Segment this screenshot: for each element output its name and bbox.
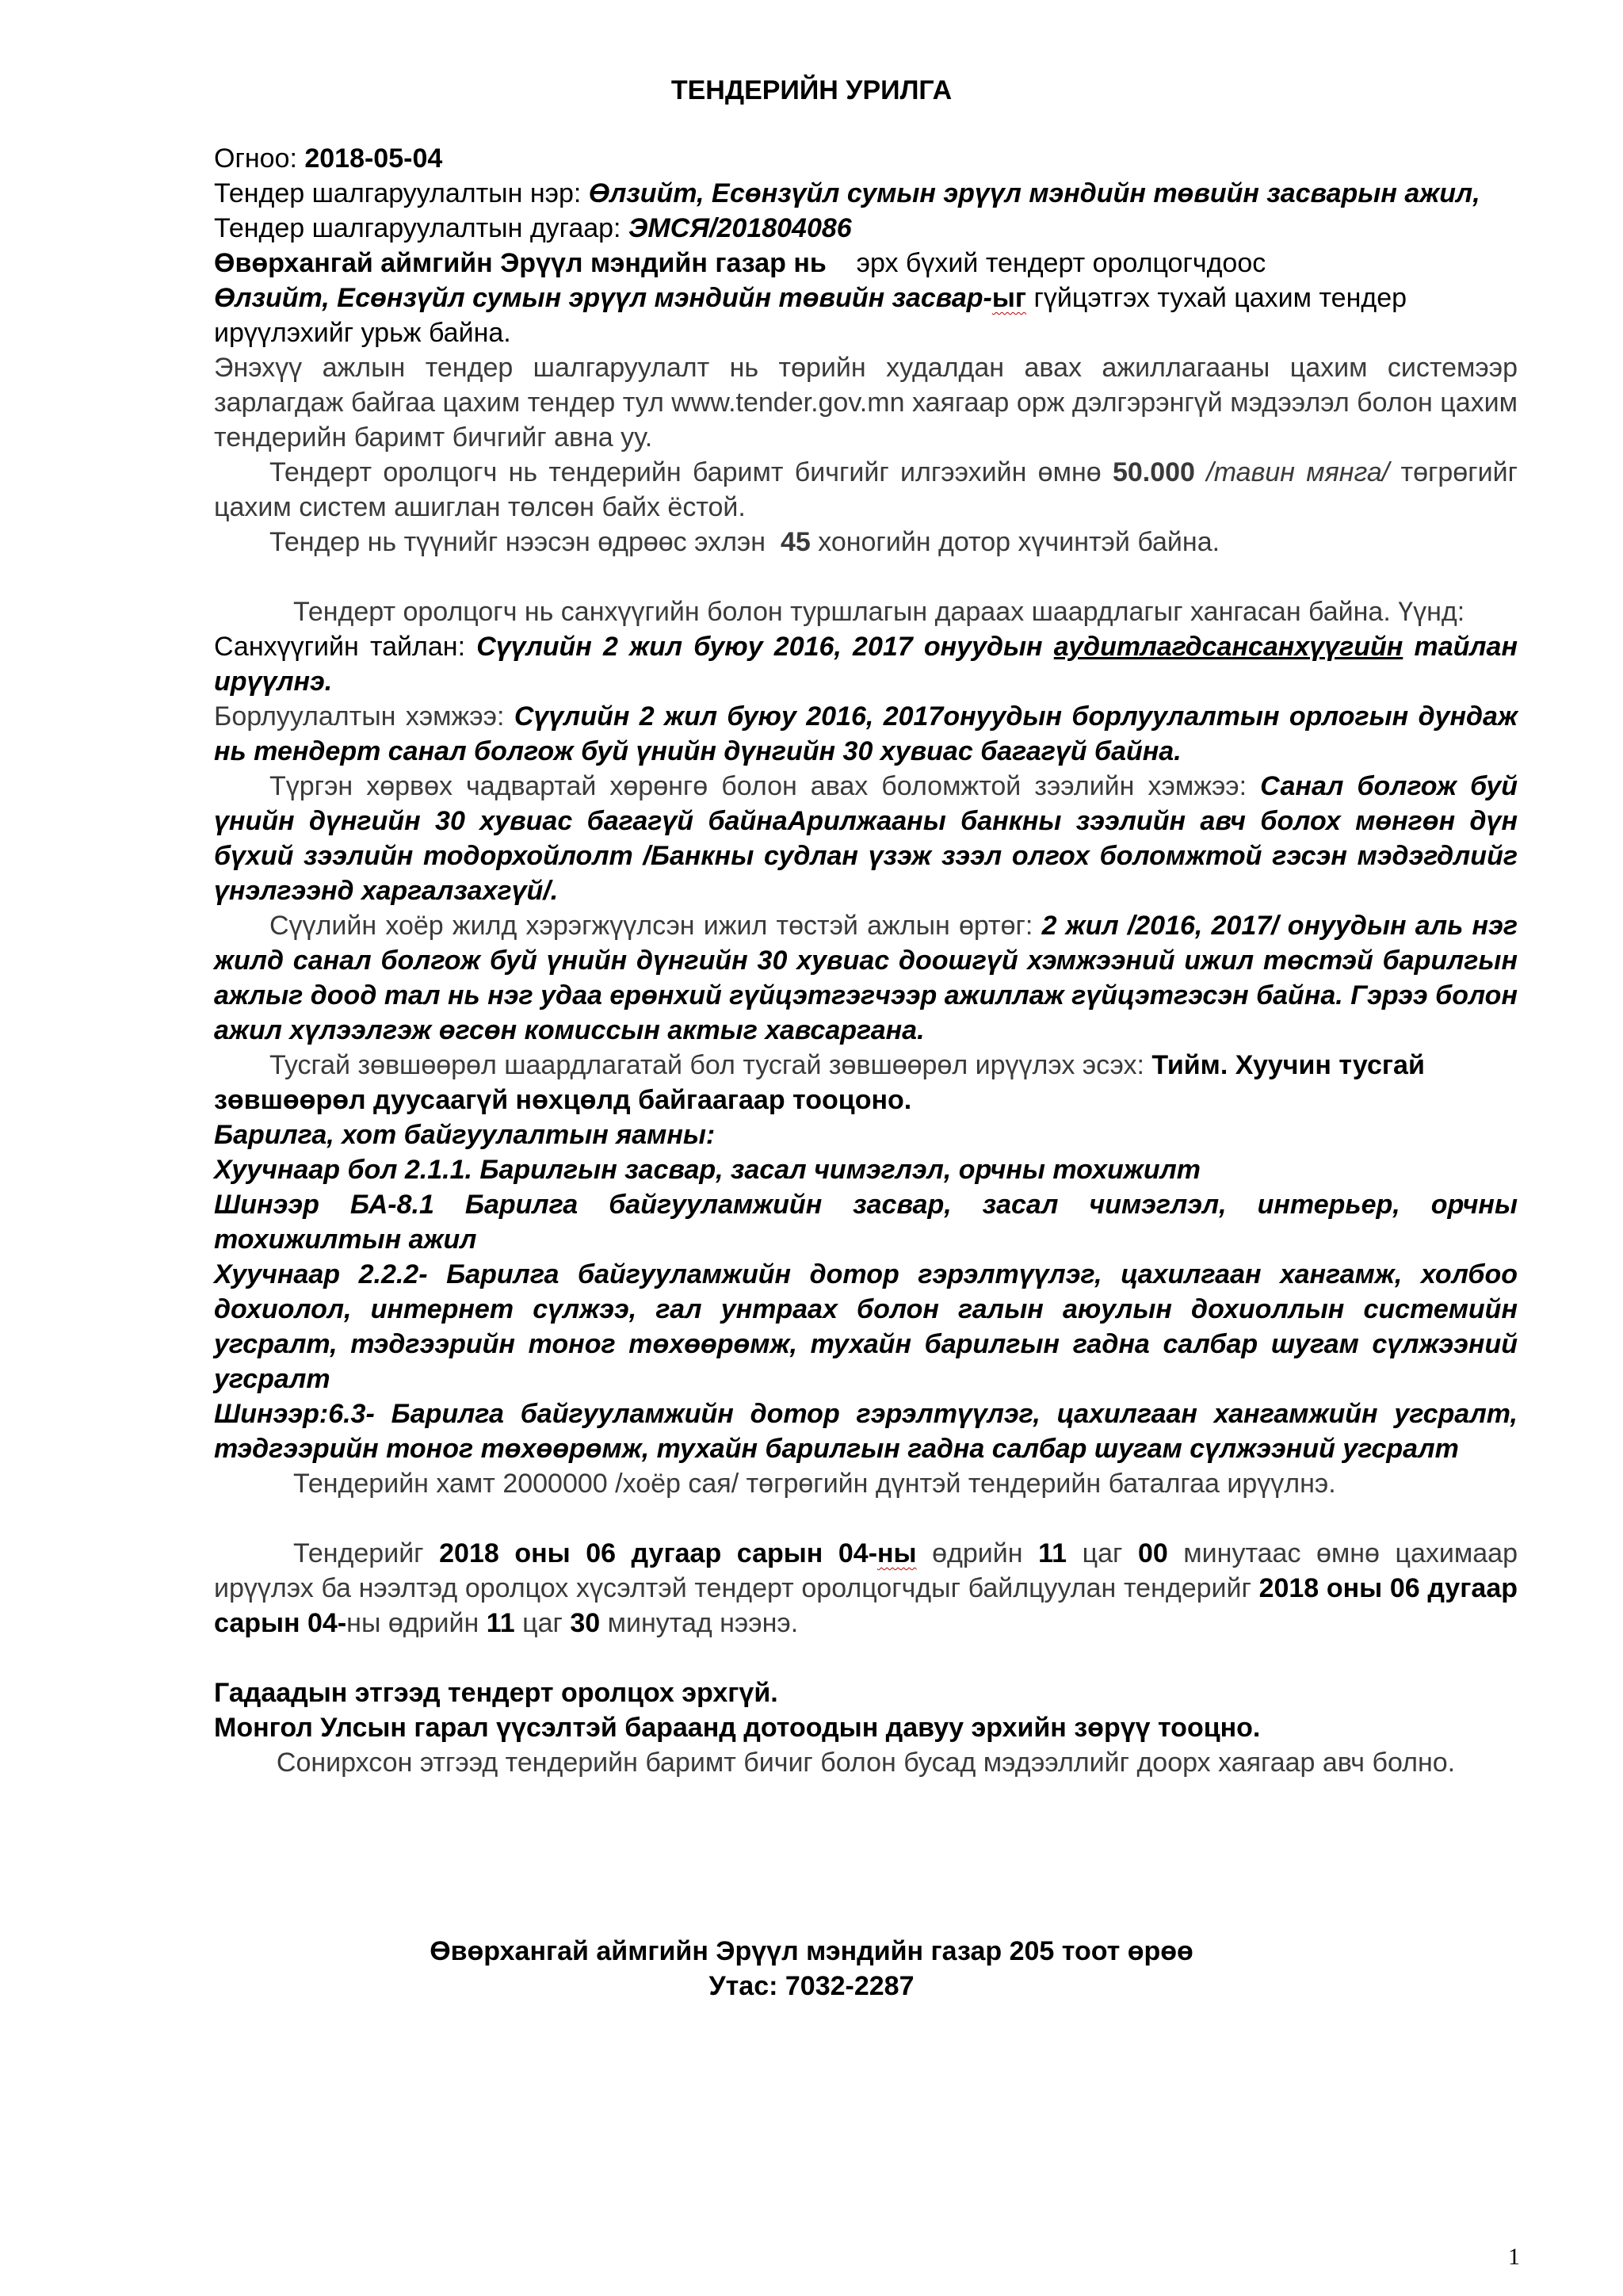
submission-date-suffix: ны	[877, 1538, 917, 1568]
fee-amount: 50.000	[1112, 457, 1195, 487]
license-item: Шинээр БА-8.1 Барилга байгууламжийн засвар, засал чимэглэл, интерьер, орчны тохижилтын ажил	[214, 1190, 1518, 1255]
deadline-text: цаг	[514, 1608, 571, 1638]
fee-words: /тавин мянга/	[1194, 457, 1390, 487]
validity-tail: хоногийн дотор хүчинтэй байна.	[810, 527, 1220, 557]
project-suffix: ыг	[991, 283, 1027, 313]
deadline-text: өдрийн	[916, 1538, 1039, 1568]
deadline-text: минутад нээнэ.	[600, 1608, 799, 1638]
contact-footer	[0, 1934, 1623, 2004]
financial-value-underlined: аудитлагдсансанхүүгийн	[1053, 632, 1403, 662]
organization-name: Өвөрхангай аймгийн Эрүүл мэндийн газар нь	[214, 248, 827, 278]
deadline-text: цаг	[1067, 1538, 1138, 1568]
deadline-text: өдрийн	[380, 1608, 487, 1638]
fee-tail: төгрөгийг цахим систем ашиглан төлсөн байх ёстой.	[214, 457, 1518, 522]
experience-value: 2 жил /2016, 2017/ онуудын аль нэг жилд санал болгож буй үнийн дүнгийн 30 хувиас доошгүй хэмжээний ижил төстэй барилгын ажлыг доод тал нь нэг удаа ерөнхий гүйцэтгэгчээр ажиллаж гүйцэтгэсэн байна. Гэрээ болон ажил хүлээлгэж өгсөн комиссын актыг хавсаргана.	[214, 911, 1518, 1045]
opening-minute: 30	[570, 1608, 601, 1638]
license-label: Тусгай зөвшөөрөл шаардлагатай бол тусгай зөвшөөрөл ирүүлэх эсэх:	[269, 1050, 1152, 1080]
invitation-text-1: эрх бүхий тендерт оролцогчдоос	[826, 248, 1266, 278]
foreign-notice: Гадаадын этгээд тендерт оролцох эрхгүй.	[214, 1678, 778, 1708]
date-label: Огноо:	[214, 143, 305, 174]
tender-name-line	[214, 176, 1518, 211]
liquid-label: Түргэн хөрвөх чадвартай хөрөнгө болон авах боломжтой зээлийн хэмжээ:	[269, 771, 1261, 801]
financial-label: Санхүүгийн тайлан:	[214, 632, 477, 662]
fee-text: Тендерт оролцогч нь тендерийн баримт бичгийг илгээхийн өмнө	[269, 457, 1113, 487]
license-item: Хуучнаар 2.2.2- Барилга байгууламжийн дотор гэрэлтүүлэг, цахилгаан хангамж, холбоо дохиолол, интернет сүлжээ, гал унтраах болон галын аюулын дохиоллын системийн угсралт, тэдгээрийн тоног төхөөрөмж, тухайн барилгын гадна салбар шугам сүлжээний угсралт	[214, 1259, 1518, 1394]
opening-date-suffix: ны	[346, 1608, 381, 1638]
deadline-text: Тендерийг	[293, 1538, 440, 1568]
document-body	[214, 141, 1518, 1780]
tender-number-value: ЭМСЯ/201804086	[628, 213, 852, 243]
tender-number-line	[214, 211, 1518, 246]
invitation-text-2: гүйцэтгэх тухай цахим тендер ирүүлэхийг урьж байна.	[214, 283, 1407, 348]
submission-date: 2018 оны 06 дугаар сарын 04-	[439, 1538, 878, 1568]
liquid-assets	[214, 769, 1518, 908]
fee-paragraph	[214, 455, 1518, 525]
license-paragraph	[214, 1048, 1518, 1117]
validity-days: 45	[780, 527, 811, 557]
domestic-preference: Монгол Улсын гарал үүсэлтэй бараанд дотоодын давуу эрхийн зөрүү тооцно.	[214, 1713, 1261, 1743]
deadline-paragraph	[214, 1536, 1518, 1641]
spacer	[214, 1501, 1518, 1536]
license-item: Хуучнаар бол 2.1.1. Барилгын засвар, засал чимэглэл, орчны тохижилт	[214, 1155, 1201, 1185]
license-value: Тийм. Хуучин тусгай зөвшөөрөл дуусаагүй нөхцөлд байгаагаар тооцоно.	[214, 1050, 1425, 1115]
validity-text: Тендер нь түүнийг нээсэн өдрөөс эхлэн	[269, 527, 781, 557]
tender-number-label: Тендер шалгаруулалтын дугаар:	[214, 213, 628, 243]
address-line: Өвөрхангай аймгийн Эрүүл мэндийн газар 205 тоот өрөө	[430, 1936, 1193, 1966]
requirements-intro: Тендерт оролцогч нь санхүүгийн болон туршлагын дараах шаардлагыг хангасан байна. Үүнд:	[293, 597, 1465, 627]
submission-minute: 00	[1137, 1538, 1168, 1568]
date-line	[214, 141, 1518, 176]
deadline-text: минутаас өмнө цахимаар ирүүлэх ба нээлтэд оролцох хүсэлтэй тендерт оролцогчдыг байлцуулан тендерийг	[214, 1538, 1518, 1603]
license-item: Шинээр:6.3- Барилга байгууламжийн дотор гэрэлтүүлэг, цахилгаан хангамжийн угсралт, тэдгээрийн тоног төхөөрөмж, тухайн барилгын гадна салбар шугам сүлжээний угсралт	[214, 1399, 1518, 1464]
experience-paragraph	[214, 908, 1518, 1048]
opening-date: 2018 оны 06 дугаар сарын 04-	[214, 1573, 1518, 1638]
project-name: Өлзийт, Есөнзүйл сумын эрүүл мэндийн төвийн засвар-	[214, 283, 992, 313]
guarantee-paragraph: Тендерийн хамт 2000000 /хоёр сая/ төгрөгийн дүнтэй тендерийн баталгаа ирүүлнэ.	[293, 1469, 1336, 1499]
ministry-heading: Барилга, хот байгуулалтын яамны:	[214, 1120, 716, 1150]
document-title: ТЕНДЕРИЙН УРИЛГА	[670, 75, 953, 105]
sales-label: Борлуулалтын хэмжээ:	[214, 701, 514, 732]
sales-volume	[214, 699, 1518, 769]
financial-value-b: тайлан ирүүлнэ.	[214, 632, 1518, 697]
page-number: 1	[1508, 2244, 1520, 2270]
system-paragraph: Энэхүү ажлын тендер шалгаруулалт нь төрийн худалдан авах ажиллагааны цахим системээр зарлагдаж байгаа цахим тендер тул www.tender.gov.mn хаягаар орж дэлгэрэнгүй мэдээлэл болон цахим тендерийн баримт бичгийг авна уу.	[214, 353, 1518, 453]
contact-paragraph: Сонирхсон этгээд тендерийн баримт бичиг болон бусад мэдээллийг доорх хаягаар авч болно.	[276, 1748, 1456, 1778]
date-value: 2018-05-04	[304, 143, 443, 174]
liquid-value: Санал болгож буй үнийн дүнгийн 30 хувиас багагүй байнаАрилжааны банкны зээлийн авч болох мөнгөн дүн бүхий зээлийн тодорхойлолт /Банкны судлан үзэж зээл олгох боломжтой гэсэн мэдэгдлийг үнэлгээнд харгалзахгүй/.	[214, 771, 1518, 906]
spacer	[214, 560, 1518, 594]
invitation-paragraph	[214, 246, 1518, 350]
tender-name-value: Өлзийт, Есөнзүйл сумын эрүүл мэндийн төвийн засварын ажил,	[588, 178, 1480, 208]
financial-statement	[214, 629, 1518, 699]
spacer	[214, 1641, 1518, 1675]
phone-line: Утас: 7032-2287	[708, 1971, 915, 2001]
validity-paragraph	[214, 525, 1518, 560]
financial-value-a: Сүүлийн 2 жил буюу 2016, 2017 онуудын	[476, 632, 1054, 662]
opening-hour: 11	[486, 1608, 515, 1638]
tender-name-label: Тендер шалгаруулалтын нэр:	[214, 178, 589, 208]
experience-label: Сүүлийн хоёр жилд хэрэгжүүлсэн ижил төстэй ажлын өртөг:	[269, 911, 1042, 941]
submission-hour: 11	[1038, 1538, 1067, 1568]
sales-value: Сүүлийн 2 жил буюу 2016, 2017онуудын борлуулалтын орлогын дундаж нь тендерт санал болгож буй үнийн дүнгийн 30 хувиас багагүй байна.	[214, 701, 1518, 766]
